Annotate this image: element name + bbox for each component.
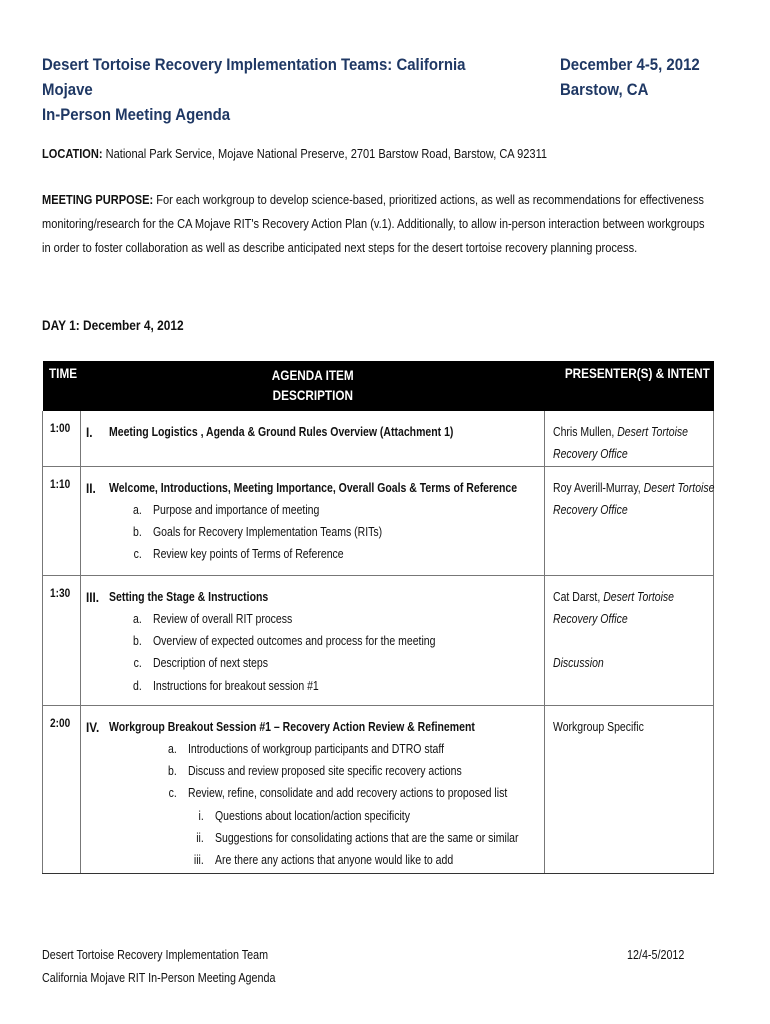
presenter-org: Desert Tortoise Recovery Office [553, 425, 689, 462]
row-presenter [545, 411, 714, 466]
row-time: 1:10 [43, 466, 81, 575]
meeting-date: December 4-5, 2012 [560, 55, 700, 74]
row-time: 2:00 [43, 705, 81, 873]
meeting-purpose [42, 188, 714, 260]
item-numeral: II. [86, 479, 96, 496]
agenda-item-column-header: AGENDA ITEM DESCRIPTION [81, 361, 545, 411]
row-agenda-item [81, 466, 545, 575]
presenter-name: Workgroup Specific [553, 719, 644, 734]
sub-sub-item: ii. Suggestions for consolidating actions that are the same or similar [196, 831, 519, 846]
sub-item: b. Overview of expected outcomes and process for the meeting [133, 634, 436, 649]
row-agenda-item [81, 705, 545, 873]
presenter-org: Desert Tortoise Recovery Office [553, 480, 715, 517]
sub-item: b. Discuss and review proposed site specific recovery actions [168, 764, 462, 779]
sub-item: a. Review of overall RIT process [133, 611, 293, 626]
footer-line-2: California Mojave RIT In-Person Meeting Agenda [42, 971, 276, 985]
table-row [43, 466, 714, 575]
meeting-place: Barstow, CA [560, 80, 649, 99]
sub-item: b. Goals for Recovery Implementation Teams (RITs) [133, 525, 383, 540]
row-agenda-item [81, 575, 545, 705]
title-line-2: In-Person Meeting Agenda [42, 105, 231, 124]
sub-item: a. Introductions of workgroup participants and DTRO staff [168, 741, 445, 756]
sub-item: d. Instructions for breakout session #1 [133, 678, 319, 693]
item-numeral: IV. [86, 718, 100, 735]
presenter-name: Roy Averill-Murray, [553, 480, 641, 495]
item-title: Workgroup Breakout Session #1 – Recovery Action Review & Refinement [109, 719, 475, 734]
row-time: 1:00 [43, 411, 81, 466]
agenda-header-row [43, 361, 714, 411]
document-title [42, 52, 482, 127]
location-label: LOCATION: [42, 146, 103, 161]
agenda-table [42, 361, 714, 874]
sub-item: c. Description of next steps [133, 656, 268, 671]
presenter-org: Desert Tortoise Recovery Office [553, 589, 674, 626]
purpose-label: MEETING PURPOSE: [42, 192, 154, 207]
meeting-date-place [560, 52, 727, 102]
table-row [43, 411, 714, 466]
presenter-name: Cat Darst, [553, 589, 601, 604]
row-agenda-item [81, 411, 545, 466]
item-numeral: I. [86, 424, 93, 440]
presenter-column-header: PRESENTER(S) & INTENT [545, 361, 714, 411]
sub-item: a. Purpose and importance of meeting [133, 502, 320, 517]
sub-item: c. Review, refine, consolidate and add recovery actions to proposed list [168, 786, 508, 801]
sub-sub-item: iii. Are there any actions that anyone would like to add [193, 853, 454, 868]
row-time: 1:30 [43, 575, 81, 705]
title-line-1: Desert Tortoise Recovery Implementation Teams: California Mojave [42, 55, 466, 99]
row-presenter [545, 705, 714, 873]
presenter-note: Discussion [553, 656, 604, 671]
sub-item: c. Review key points of Terms of Reference [133, 547, 344, 562]
sub-sub-item: i. Questions about location/action specificity [198, 808, 410, 823]
item-numeral: III. [86, 588, 100, 605]
location-text: National Park Service, Mojave National Preserve, 2701 Barstow Road, Barstow, CA 92311 [105, 146, 548, 161]
footer-date: 12/4-5/2012 [627, 948, 685, 962]
footer-left [42, 944, 275, 990]
table-row [43, 705, 714, 873]
day-heading: DAY 1: December 4, 2012 [42, 317, 184, 333]
purpose-text: For each workgroup to develop science-based, prioritized actions, as well as recommendations for effectiveness monitoring/research for the CA Mojave RIT's Recovery Action Plan (v.1). Additionally, to allow in-person interaction between workgroups in order to foster collaboration as well as describe anticipated next steps for the desert tortoise recovery planning process. [42, 192, 705, 255]
item-title: Welcome, Introductions, Meeting Importance, Overall Goals & Terms of Reference [109, 480, 518, 495]
row-presenter [545, 466, 714, 575]
footer-line-1: Desert Tortoise Recovery Implementation Team [42, 948, 269, 962]
presenter-name: Chris Mullen, [553, 425, 615, 439]
item-title: Meeting Logistics , Agenda & Ground Rules Overview (Attachment 1) [109, 425, 454, 439]
row-presenter [545, 575, 714, 705]
location-line [42, 145, 705, 163]
table-row [43, 575, 714, 705]
time-column-header: TIME [43, 361, 81, 411]
item-title: Setting the Stage & Instructions [109, 589, 269, 604]
